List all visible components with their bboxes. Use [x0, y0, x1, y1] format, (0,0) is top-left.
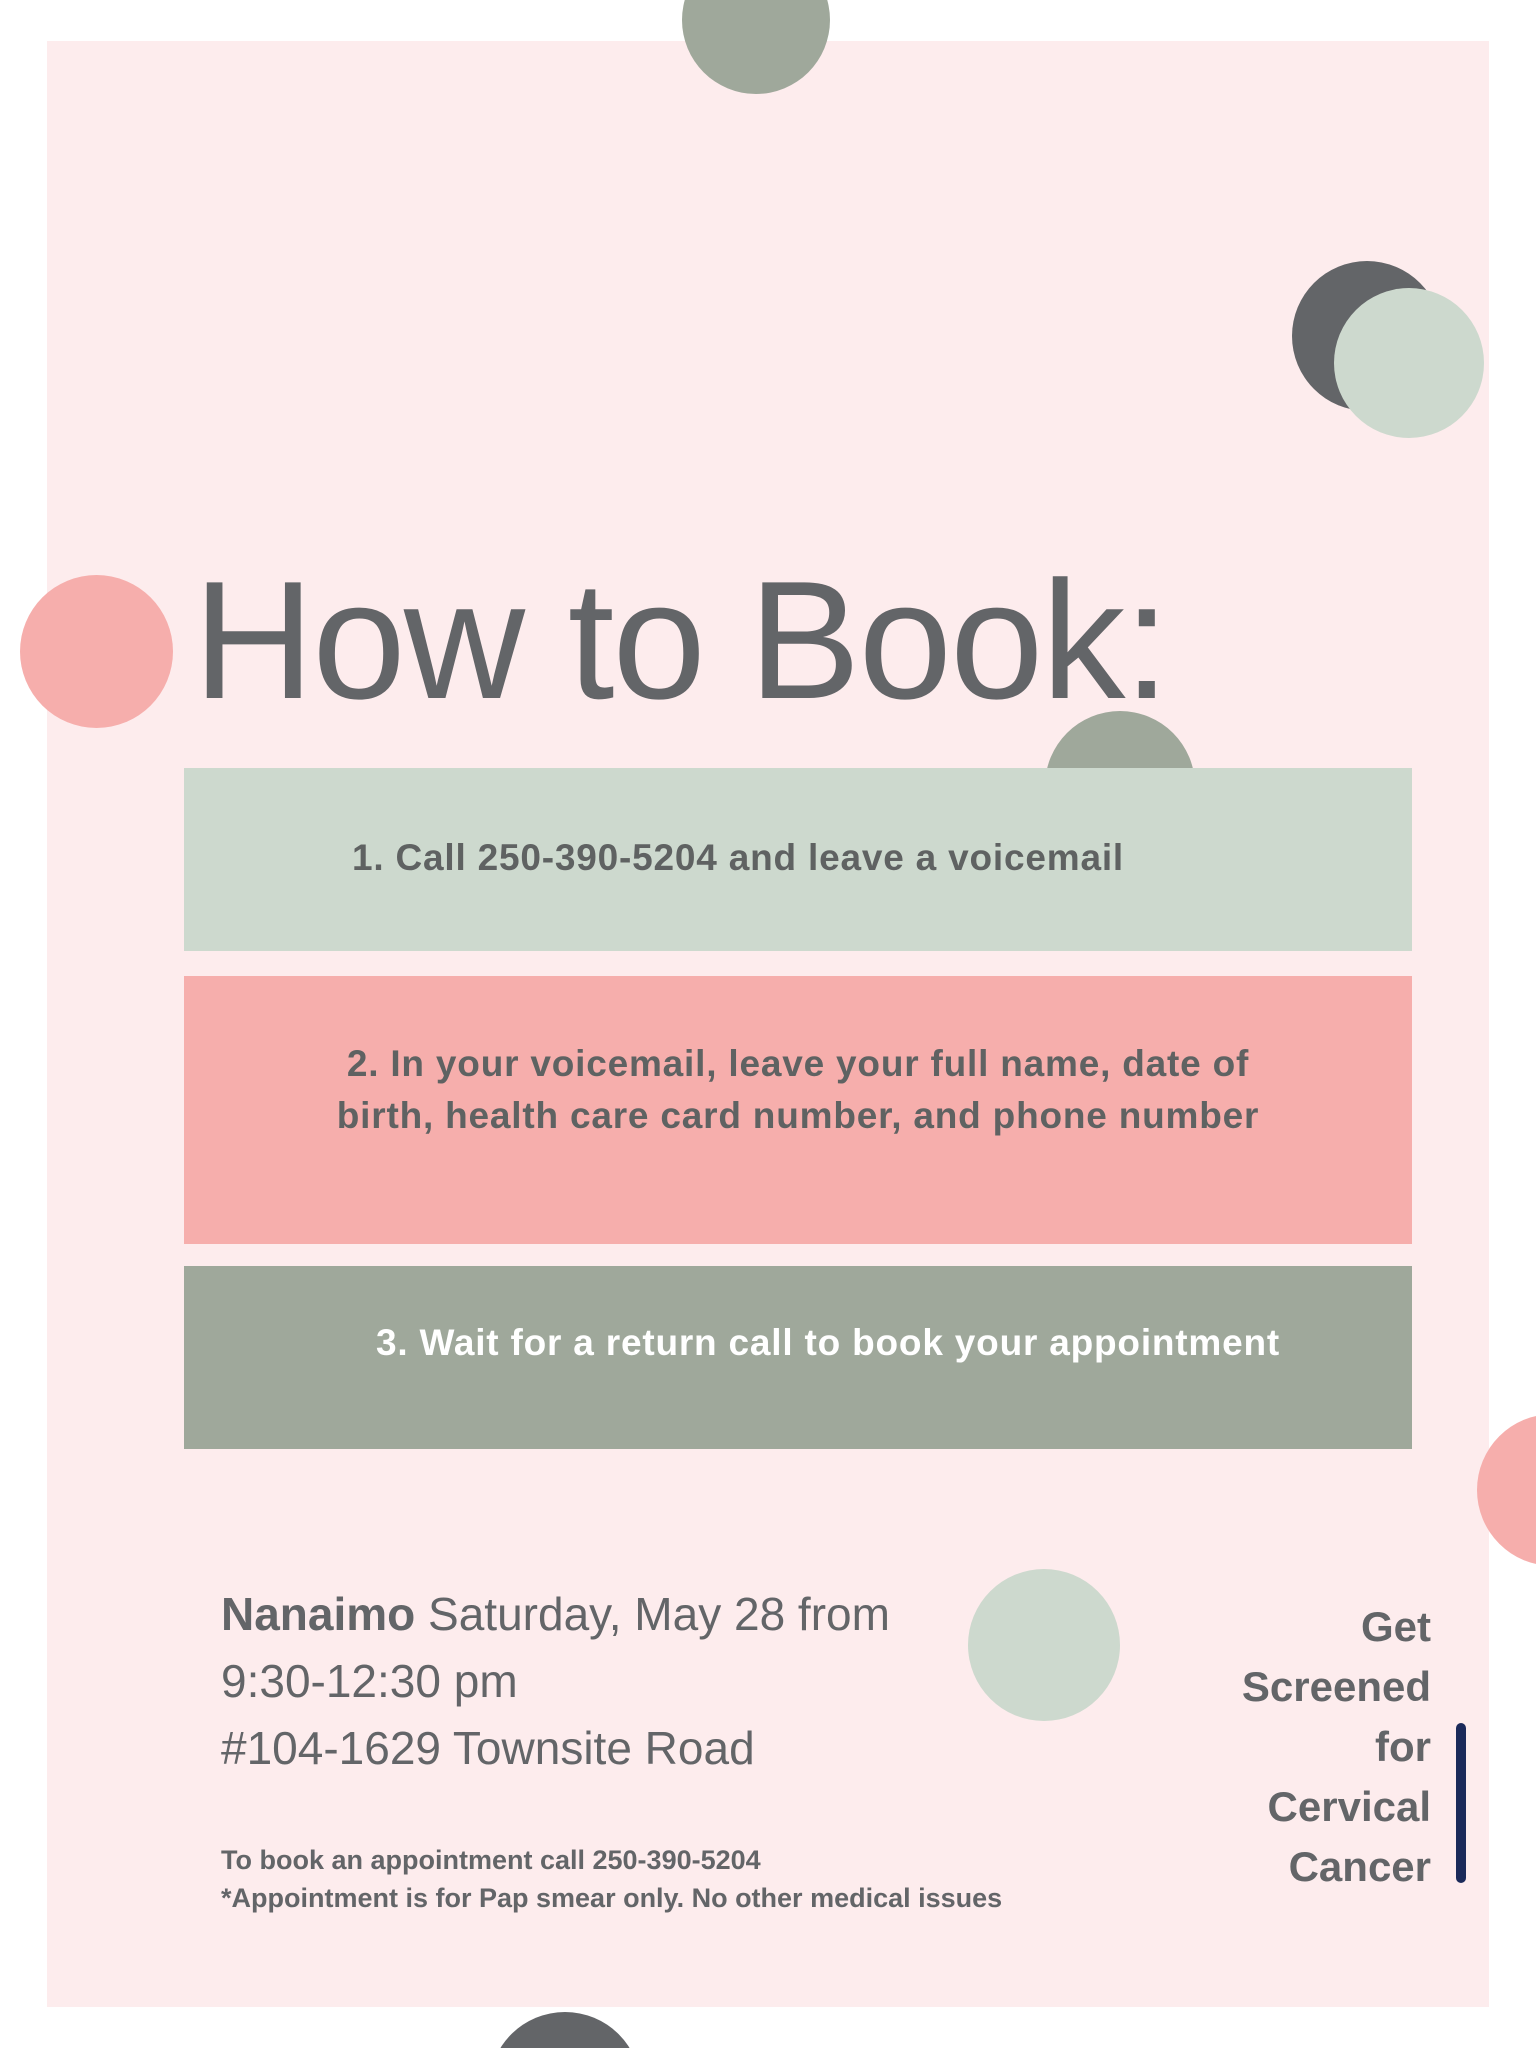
event-time: 9:30-12:30 pm	[221, 1655, 518, 1707]
event-address: #104-1629 Townsite Road	[221, 1722, 755, 1774]
step-3-banner	[184, 1266, 1412, 1449]
step-2-banner	[184, 976, 1412, 1244]
tagline-line: Cancer	[1288, 1843, 1431, 1890]
decorative-circle-pink	[20, 575, 173, 728]
appointment-disclaimer: *Appointment is for Pap smear only. No other medical issues	[221, 1883, 1003, 1913]
poster	[47, 41, 1489, 2007]
accent-bar	[1456, 1723, 1466, 1883]
decorative-circle-charcoal	[489, 2012, 641, 2048]
tagline-line: Cervical	[1267, 1783, 1431, 1830]
decorative-circle-light-sage	[1334, 288, 1484, 438]
page-title: How to Book:	[193, 546, 1169, 734]
decorative-circle-light-sage	[968, 1569, 1120, 1721]
tagline-line: Get	[1360, 1603, 1431, 1650]
event-date: Saturday, May 28 from	[428, 1588, 890, 1640]
decorative-circle-sage	[682, 0, 830, 94]
step-3-text: 3. Wait for a return call to book your appointment	[375, 1322, 1281, 1363]
booking-notes	[221, 1841, 1002, 1917]
event-details	[221, 1581, 890, 1782]
tagline-line: Screened	[1241, 1663, 1431, 1710]
step-2-line-1: 2. In your voicemail, leave your full name, date of	[346, 1043, 1250, 1084]
tagline-line: for	[1375, 1723, 1431, 1770]
event-city: Nanaimo	[221, 1588, 416, 1640]
event-date-line	[221, 1581, 890, 1648]
booking-phone-note: To book an appointment call 250-390-5204	[221, 1845, 761, 1875]
side-tagline	[1187, 1597, 1431, 1897]
step-2-line-2: birth, health care card number, and phone number	[336, 1095, 1260, 1136]
step-1-banner	[184, 768, 1412, 951]
decorative-circle-pink	[1477, 1414, 1536, 1566]
step-1-text: 1. Call 250-390-5204 and leave a voicemail	[351, 837, 1124, 878]
